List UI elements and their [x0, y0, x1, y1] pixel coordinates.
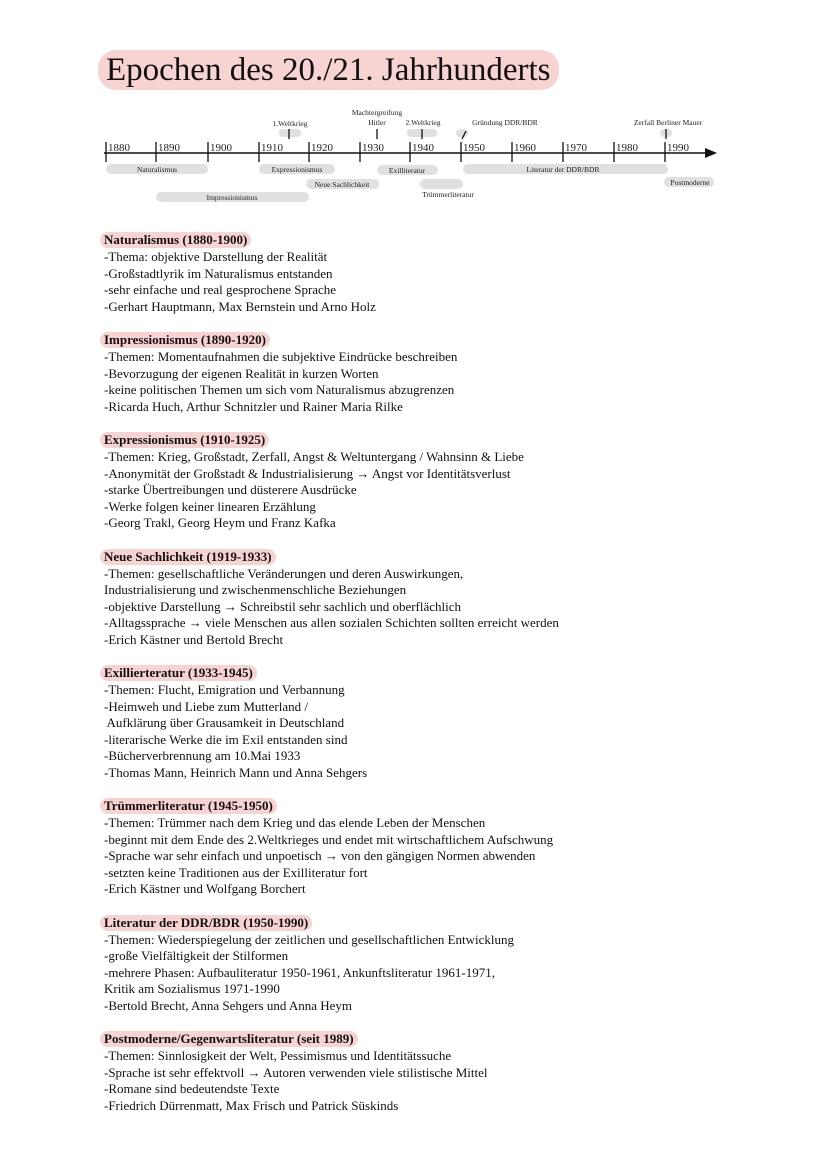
section-heading: Expressionismus (1910-1925)	[100, 432, 269, 448]
year-label-1910: 1910	[261, 142, 283, 154]
section-line: -starke Übertreibungen und düsterere Ausdrücke	[104, 482, 357, 497]
section-line: -Themen: Momentaufnahmen die subjektive Eindrücke beschreiben	[104, 349, 458, 364]
event-label-weltkrieg1: 1.Weltkrieg	[272, 119, 308, 128]
epoch-label-impressionismus: Impressionismus	[206, 193, 258, 202]
year-label-1990: 1990	[667, 142, 689, 154]
section-line: -keine politischen Themen um sich vom Naturalismus abzugrenzen	[104, 382, 455, 397]
epoch-label-truemmerliteratur: Trümmerliteratur	[422, 190, 474, 199]
section-line: -Erich Kästner und Bertold Brecht	[104, 631, 284, 647]
year-label-1960: 1960	[514, 142, 536, 154]
event-label-machtergreifung-2: Hitler	[368, 118, 386, 127]
section-line: -große Vielfältigkeit der Stilformen	[104, 948, 289, 963]
section-heading: Postmoderne/Gegenwartsliteratur (seit 1989)	[100, 1031, 358, 1047]
section-line: -Alltagssprache → viele Menschen aus allen sozialen Schichten sollten erreicht werden	[104, 615, 559, 630]
section-line: -Heimweh und Liebe zum Mutterland /	[104, 698, 308, 714]
section-postmoderne	[104, 1030, 804, 1114]
section-line: -Bertold Brecht, Anna Sehgers und Anna Heym	[104, 997, 353, 1013]
section-heading: Naturalismus (1880-1900)	[100, 232, 251, 248]
section-heading: Trümmerliteratur (1945-1950)	[100, 798, 277, 814]
section-exilliteratur	[104, 664, 804, 781]
section-line: -Themen: Wiederspiegelung der zeitlichen und gesellschaftlichen Entwicklung	[104, 931, 515, 947]
section-heading: Impressionismus (1890-1920)	[100, 332, 270, 348]
section-line: -setzten keine Traditionen aus der Exilliteratur fort	[104, 864, 368, 880]
section-line: -Ricarda Huch, Arthur Schnitzler und Rainer Maria Rilke	[104, 398, 403, 414]
section-naturalismus	[104, 231, 804, 315]
section-line: -Werke folgen keiner linearen Erzählung	[104, 498, 316, 514]
section-line: -Erich Kästner und Wolfgang Borchert	[104, 881, 306, 896]
event-bar-gruendung	[456, 129, 468, 137]
epoch-label-postmoderne: Postmoderne	[670, 178, 710, 187]
section-line: -Themen: Flucht, Emigration und Verbannung	[104, 682, 345, 697]
year-label-1950: 1950	[463, 142, 485, 154]
section-line: -literarische Werke die im Exil entstanden sind	[104, 731, 348, 747]
section-heading: Literatur der DDR/BDR (1950-1990)	[100, 915, 312, 931]
epoch-label-expressionismus: Expressionismus	[271, 165, 323, 174]
epoch-label-ddr: Literatur der DDR/BDR	[526, 165, 600, 174]
section-line: -objektive Darstellung → Schreibstil sehr sachlich und oberflächlich	[104, 598, 462, 614]
section-line: Industrialisierung und zwischenmenschliche Beziehungen	[104, 582, 407, 597]
year-label-1890: 1890	[158, 142, 180, 154]
section-ddr-bdr	[104, 914, 804, 1015]
section-line: -Romane sind bedeutendste Texte	[104, 1081, 280, 1096]
section-impressionismus	[104, 331, 804, 415]
section-line: -Anonymität der Großstadt & Industrialisierung → Angst vor Identitätsverlust	[104, 465, 511, 481]
year-label-1880: 1880	[108, 142, 130, 154]
section-line: -Bücherverbrennung am 10.Mai 1933	[104, 748, 301, 763]
section-line: -Sprache war sehr einfach und unpoetisch → von den gängigen Normen abwenden	[104, 848, 536, 863]
epoch-sections	[104, 231, 804, 1130]
section-line: -Thomas Mann, Heinrich Mann und Anna Sehgers	[104, 764, 368, 780]
section-line: -sehr einfache und real gesprochene Sprache	[104, 282, 337, 297]
event-label-mauer: Zerfall Berliner Mauer	[633, 118, 703, 127]
page-title: Epochen des 20./21. Jahrhunderts	[98, 50, 559, 90]
section-line: -Thema: objektive Darstellung der Realität	[104, 249, 328, 264]
timeline-arrow-icon	[705, 148, 717, 158]
year-label-1900: 1900	[210, 142, 232, 154]
epoch-label-neue-sachlichkeit: Neue Sachlichkeit	[314, 180, 370, 189]
event-label-weltkrieg2: 2.Weltkrieg	[405, 118, 441, 127]
section-line: -Sprache ist sehr effektvoll → Autoren verwenden viele stilistische Mittel	[104, 1064, 488, 1080]
section-line: -mehrere Phasen: Aufbauliteratur 1950-1961, Ankunftsliteratur 1961-1971,	[104, 964, 495, 980]
section-line: -beginnt mit dem Ende des 2.Weltkrieges und endet mit wirtschaftlichem Aufschwung	[104, 831, 554, 847]
epoch-bar-truemmerliteratur	[420, 179, 463, 189]
section-line: Aufklärung über Grausamkeit in Deutschland	[104, 715, 345, 730]
epoch-label-exilliteratur: Exilliteratur	[388, 166, 426, 175]
section-neue-sachlichkeit	[104, 548, 804, 649]
section-line: -Friedrich Dürrenmatt, Max Frisch und Patrick Süskinds	[104, 1097, 399, 1113]
section-line: -Themen: Trümmer nach dem Krieg und das elende Leben der Menschen	[104, 815, 486, 830]
year-label-1920: 1920	[311, 142, 333, 154]
section-line: -Georg Trakl, Georg Heym und Franz Kafka	[104, 515, 336, 530]
event-label-machtergreifung-1: Machtergreifung	[351, 108, 403, 117]
event-bar-weltkrieg1	[279, 129, 301, 137]
section-line: -Bevorzugung der eigenen Realität in kurzen Worten	[104, 365, 379, 381]
section-line: -Themen: gesellschaftliche Veränderungen und deren Auswirkungen,	[104, 565, 464, 581]
section-line: -Gerhart Hauptmann, Max Bernstein und Arno Holz	[104, 298, 376, 314]
year-label-1980: 1980	[616, 142, 638, 154]
section-line: -Themen: Sinnlosigkeit der Welt, Pessimismus und Identitätssuche	[104, 1048, 452, 1063]
timeline	[0, 0, 828, 220]
section-line: -Themen: Krieg, Großstadt, Zerfall, Angst & Weltuntergang / Wahnsinn & Liebe	[104, 449, 524, 464]
section-line: -Großstadtlyrik im Naturalismus entstanden	[104, 265, 333, 281]
year-label-1940: 1940	[412, 142, 434, 154]
section-heading: Neue Sachlichkeit (1919-1933)	[100, 549, 276, 565]
year-label-1970: 1970	[565, 142, 587, 154]
event-label-gruendung: Gründung DDR/BDR	[472, 118, 538, 127]
section-expressionismus	[104, 431, 804, 532]
section-truemmerliteratur	[104, 797, 804, 898]
year-label-1930: 1930	[362, 142, 384, 154]
section-line: Kritik am Sozialismus 1971-1990	[104, 981, 280, 996]
epoch-label-naturalismus: Naturalismus	[137, 165, 177, 174]
section-heading: Exillierteratur (1933-1945)	[100, 665, 257, 681]
